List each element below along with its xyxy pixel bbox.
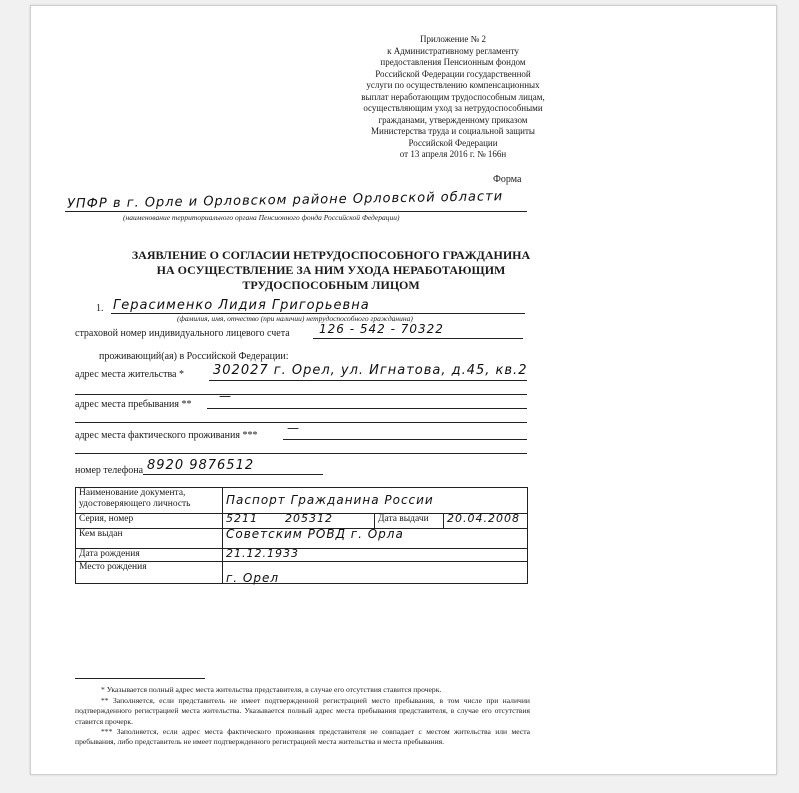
applicant-full-name: Герасименко Лидия Григорьевна <box>113 298 370 313</box>
phone-underline <box>143 474 323 475</box>
appendix-line: Российской Федерации <box>408 137 498 148</box>
issue-date-value: 20.04.2008 <box>444 514 528 529</box>
actual-label: адрес места фактического проживания *** <box>75 430 258 441</box>
appendix-line: гражданами, утвержденному приказом <box>378 114 528 125</box>
series-label: Серия, номер <box>76 514 223 529</box>
section-number: 1. <box>96 303 104 314</box>
identity-document-table <box>75 487 528 584</box>
actual-underline <box>283 439 527 440</box>
pfr-office-caption: (наименование территориального органа Пенсионного фонда Российской Федерации) <box>123 213 400 222</box>
residence-underline <box>209 380 527 381</box>
residing-label: проживающий(ая) в Российской Федерации: <box>99 351 289 362</box>
form-page <box>30 5 777 775</box>
birth-date-value: 21.12.1933 <box>223 549 528 562</box>
snils-value: 126 - 542 - 70322 <box>319 322 444 336</box>
stay-value: — <box>219 389 232 403</box>
appendix-line: Министерства труда и социальной защиты <box>371 126 535 136</box>
series-value: 5211 <box>226 512 258 525</box>
birth-place-value: г. Орел <box>223 562 528 584</box>
birth-place-label: Место рождения <box>76 562 223 584</box>
table-row <box>76 529 528 549</box>
appendix-line: осуществляющим уход за нетрудоспособными <box>363 103 543 113</box>
residence-underline-2 <box>75 394 527 395</box>
stay-label: адрес места пребывания ** <box>75 399 192 410</box>
issued-by-label: Кем выдан <box>76 529 223 549</box>
appendix-line: к Административному регламенту <box>387 45 519 56</box>
number-value: 205312 <box>284 512 333 525</box>
pfr-office-handwritten: УПФР в г. Орле и Орловском районе Орловской области <box>66 189 504 212</box>
appendix-line: предоставления Пенсионным фондом <box>380 57 526 67</box>
phone-label: номер телефона <box>75 465 144 476</box>
residence-value: 302027 г. Орел, ул. Игнатова, д.45, кв.2 <box>213 363 528 378</box>
footnote-3: *** Заполняется, если адрес места фактического проживания представителя не совпадает с местом жительства или места пребывания, либо представитель не имеет подтвержденного регистрацией места жительства и места пребывания. <box>75 727 530 747</box>
full-name-caption: (фамилия, имя, отчество (при наличии) нетрудоспособного гражданина) <box>177 314 413 323</box>
form-label: Форма <box>493 174 522 185</box>
appendix-line: от 13 апреля 2016 г. № 166н <box>399 149 507 159</box>
appendix-line: выплат неработающим трудоспособным лицам, <box>361 91 545 102</box>
table-row <box>76 549 528 562</box>
appendix-line: Российской Федерации государственной <box>375 68 531 79</box>
document-title <box>91 248 571 293</box>
footnote-2: ** Заполняется, если представитель не имеет подтвержденной регистрацией место пребывания, в том числе при наличии подтвержденного регистрацией места жительства. Указывается полный адрес места пребывания представителя, в случае его отсутствия ставится прочерк. <box>75 696 530 726</box>
footnote-1: * Указывается полный адрес места жительства представителя, в случае его отсутствия ставится прочерк. <box>101 685 442 694</box>
issue-date-label: Дата выдачи <box>375 514 444 529</box>
pfr-office-underline <box>65 211 527 212</box>
actual-value: — <box>287 421 300 435</box>
snils-underline <box>313 338 523 339</box>
phone-value: 8920 9876512 <box>147 458 255 473</box>
birth-date-label: Дата рождения <box>76 549 223 562</box>
title-line: ЗАЯВЛЕНИЕ О СОГЛАСИИ НЕТРУДОСПОСОБНОГО ГРАЖДАНИНА <box>131 248 531 262</box>
residence-label: адрес места жительства * <box>75 369 184 380</box>
table-row <box>76 562 528 584</box>
title-line: ТРУДОСПОСОБНЫМ ЛИЦОМ <box>242 278 420 292</box>
table-row <box>76 488 528 514</box>
actual-underline-2 <box>75 453 527 454</box>
appendix-line: Приложение № 2 <box>420 34 486 44</box>
doc-name-label: Наименование документа, удостоверяющего личность <box>76 488 223 514</box>
snils-label: страховой номер индивидуального лицевого счета <box>75 328 290 339</box>
appendix-line: услуги по осуществлению компенсационных <box>366 80 540 90</box>
stay-underline <box>207 408 527 409</box>
title-line: НА ОСУЩЕСТВЛЕНИЕ ЗА НИМ УХОДА НЕРАБОТАЮЩИМ <box>156 263 506 277</box>
stay-underline-2 <box>75 422 527 423</box>
footnote-separator <box>75 678 205 679</box>
appendix-header <box>343 34 563 161</box>
issued-by-value: Советским РОВД г. Орла <box>223 529 528 549</box>
doc-name-value: Паспорт Гражданина России <box>223 488 528 514</box>
